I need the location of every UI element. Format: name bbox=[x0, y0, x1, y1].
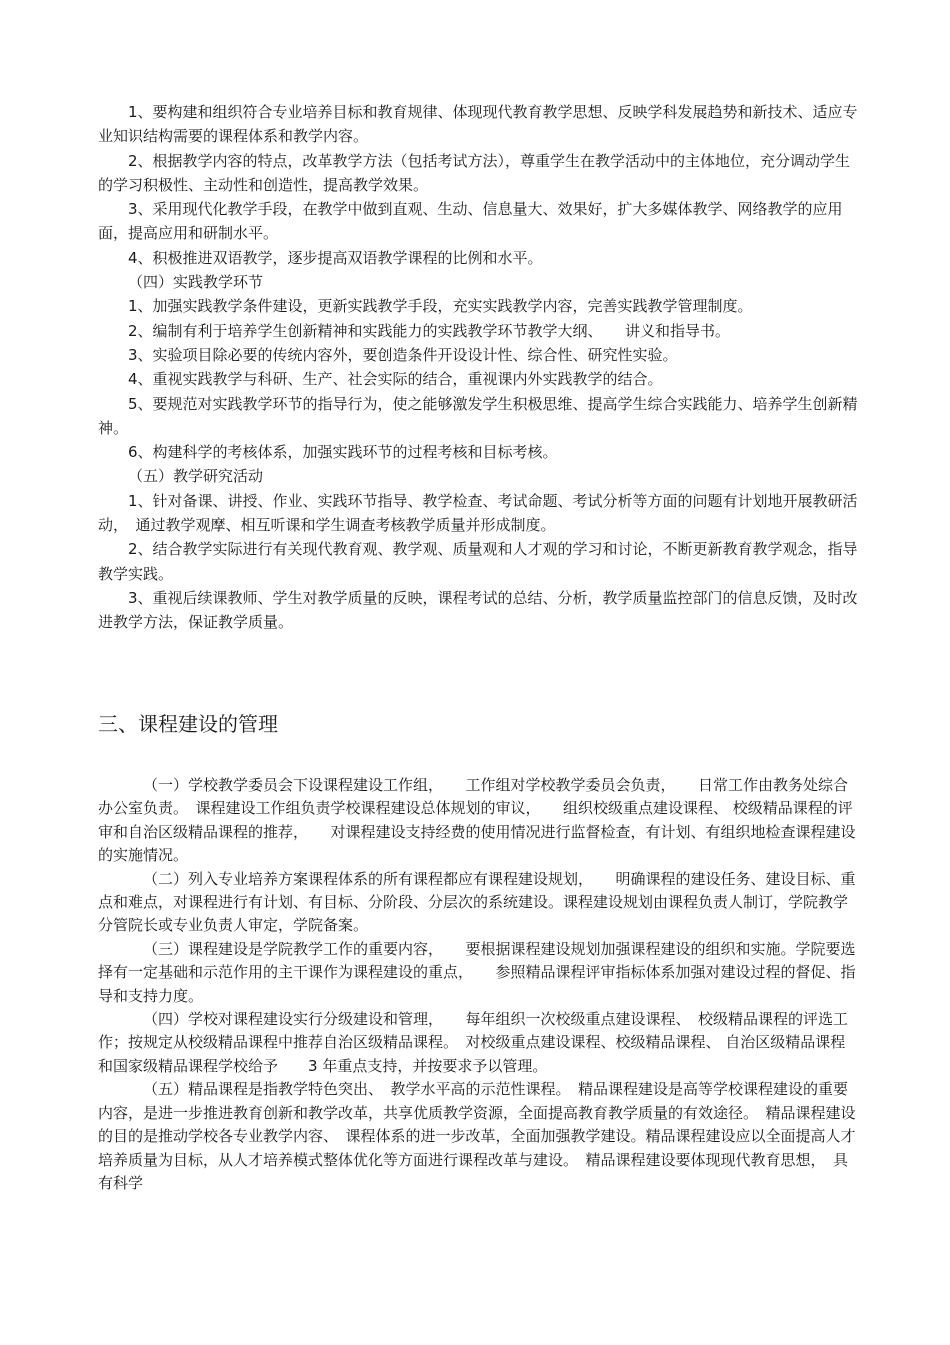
practice-item-6: 6、构建科学的考核体系，加强实践环节的过程考核和目标考核。 bbox=[128, 443, 558, 462]
content-item-2: 2、根据教学内容的特点，改革教学方法（包括考试方法），尊重学生在教学活动中的主体地位，充分调动学生的学习积极性、主动性和创造性，提高教学效果。 bbox=[98, 151, 851, 194]
content-item-4: 4、积极推进双语教学，逐步提高双语教学课程的比例和水平。 bbox=[128, 248, 543, 267]
management-paragraph-3: （三）课程建设是学院教学工作的重要内容， 要根据课程建设规划加强课程建设的组织和实施。学院要选择有一定基础和示范作用的主干课作为课程建设的重点， 参照精品课程评审指标体系加强对建设过程的督促、指导和支持力度。 bbox=[98, 939, 856, 1005]
practice-item-1: 1、加强实践教学条件建设，更新实践教学手段，充实实践教学内容，完善实践教学管理制度。 bbox=[128, 297, 753, 316]
management-paragraph-4: （四）学校对课程建设实行分级建设和管理， 每年组织一次校级重点建设课程、 校级精品课程的评选工作；按规定从校级精品课程中推荐自治区级精品课程。 对校级重点建设课程、校级精品课程、 自治区级精品课程和国家级精品课程学校给予 3 年重点支持，并按要求予以管理。 bbox=[98, 1010, 849, 1075]
practice-heading: （四）实践教学环节 bbox=[128, 273, 264, 292]
management-paragraph-2: （二）列入专业培养方案课程体系的所有课程都应有课程建设规划， 明确课程的建设任务、建设目标、重点和难点，对课程进行有计划、有目标、分阶段、分层次的系统建设。课程建设规划由课程负责人制订，学院教学分管院长或专业负责人审定，学院备案。 bbox=[98, 869, 856, 935]
management-paragraph-1: （一）学校教学委员会下设课程建设工作组， 工作组对学校教学委员会负责， 日常工作由教务处综合办公室负责。 课程建设工作组负责学校课程建设总体规划的审议， 组织校级重点建设课程、 校级精品课程的评审和自治区级精品课程的推荐， 对课程建设支持经费的使用情况进行监督检查，有计划、有组织地检查课程建设的实施情况。 bbox=[98, 776, 856, 865]
management-paragraph-5: （五）精品课程是指教学特色突出、 教学水平高的示范性课程。 精品课程建设是高等学校课程建设的重要内容，是进一步推进教育创新和教学改革，共享优质教学资源，全面提高教育教学质量的有效途径。 精品课程建设的目的是推动学校各专业教学内容、 课程体系的进一步改革，全面加强教学建设。精品课程建设应以全面提高人才培养质量为目标，从人才培养模式整体优化等方面进行课程改革与建设。 精品课程建设要体现现代教育思想， 具有科学 bbox=[98, 1080, 856, 1192]
content-item-3: 3、采用现代化教学手段，在教学中做到直观、生动、信息量大、效果好，扩大多媒体教学、网络教学的应用面，提高应用和研制水平。 bbox=[98, 200, 843, 243]
section-three-title: 三、课程建设的管理 bbox=[98, 712, 278, 736]
content-item-1: 1、要构建和组织符合专业培养目标和教育规律、体现现代教育教学思想、反映学科发展趋势和新技术、适应专业知识结构需要的课程体系和教学内容。 bbox=[98, 103, 858, 146]
upper-section bbox=[98, 100, 858, 635]
practice-item-5: 5、要规范对实践教学环节的指导行为，使之能够激发学生积极思维、提高学生综合实践能力、培养学生创新精神。 bbox=[98, 394, 858, 437]
research-item-2: 2、结合教学实际进行有关现代教育观、教学观、质量观和人才观的学习和讨论，不断更新教育教学观念，指导教学实践。 bbox=[98, 540, 858, 583]
course-management-section bbox=[98, 774, 858, 1195]
practice-item-2: 2、编制有利于培养学生创新精神和实践能力的实践教学环节教学大纲、 讲义和指导书。 bbox=[128, 321, 731, 340]
research-item-1: 1、针对备课、讲授、作业、实践环节指导、教学检查、考试命题、考试分析等方面的问题有计划地开展教研活动， 通过教学观摩、相互听课和学生调查考核教学质量并形成制度。 bbox=[98, 491, 858, 535]
practice-item-4: 4、重视实践教学与科研、生产、社会实际的结合，重视课内外实践教学的结合。 bbox=[128, 370, 663, 389]
practice-item-3: 3、实验项目除必要的传统内容外，要创造条件开设设计性、综合性、研究性实验。 bbox=[128, 345, 678, 364]
research-item-3: 3、重视后续课教师、学生对教学质量的反映，课程考试的总结、分析，教学质量监控部门的信息反馈，及时改进教学方法，保证教学质量。 bbox=[98, 588, 858, 632]
research-heading: （五）教学研究活动 bbox=[128, 467, 264, 486]
